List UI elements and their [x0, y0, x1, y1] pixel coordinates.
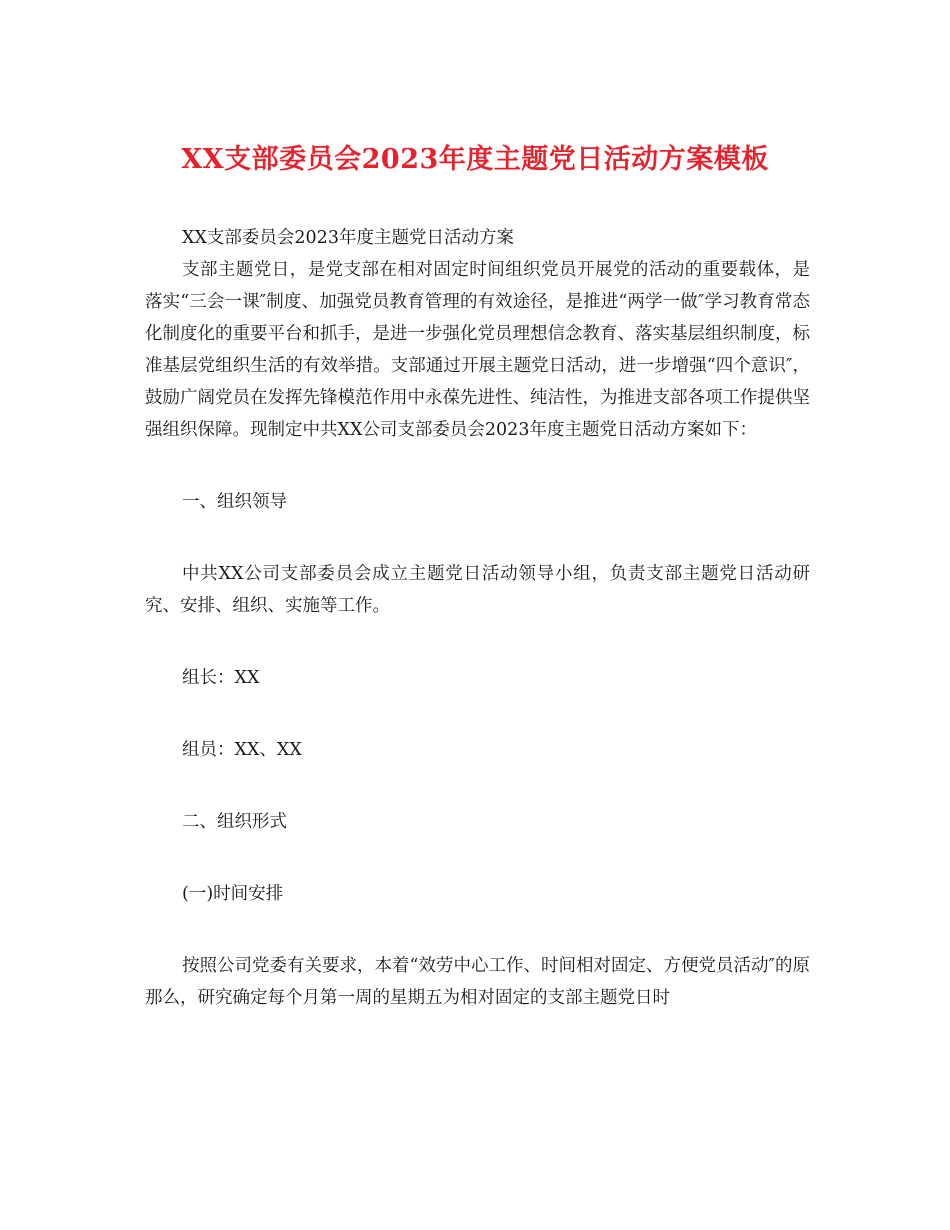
paragraph-group-members: 组员：XX、XX — [182, 740, 302, 760]
document-title: XX支部委员会2023年度主题党日活动方案模板 — [181, 144, 769, 175]
section-heading-leadership: 一、组织领导 — [182, 492, 287, 512]
paragraph-schedule: 按照公司党委有关要求，本着“效劳中心工作、时间相对固定、方便党员活动″的原那么，研究确定每个月第一周的星期五为相对固定的支部主题党日时 — [145, 956, 810, 1008]
subsection-heading-schedule: (一)时间安排 — [182, 884, 284, 904]
document-body — [145, 222, 810, 1014]
paragraph-group-leader: 组长：XX — [182, 668, 260, 688]
paragraph-intro: 支部主题党日，是党支部在相对固定时间组织党员开展党的活动的重要载体，是落实“三会一课″制度、加强党员教育管理的有效途径，是推进“两学一做″学习教育常态化制度化的重要平台和抓手，是进一步强化党员理想信念教育、落实基层组织制度，标准基层党组织生活的有效举措。支部通过开展主题党日活动，进一步增强“四个意识″，鼓励广阔党员在发挥先锋模范作用中永葆先进性、纯洁性，为推进支部各项工作提供坚强组织保障。现制定中共XX公司支部委员会2023年度主题党日活动方案如下： — [145, 260, 810, 440]
paragraph-subtitle: XX支部委员会2023年度主题党日活动方案 — [182, 228, 514, 248]
section-heading-format: 二、组织形式 — [182, 812, 287, 832]
paragraph-leadership: 中共XX公司支部委员会成立主题党日活动领导小组，负责支部主题党日活动研究、安排、组织、实施等工作。 — [145, 564, 810, 616]
